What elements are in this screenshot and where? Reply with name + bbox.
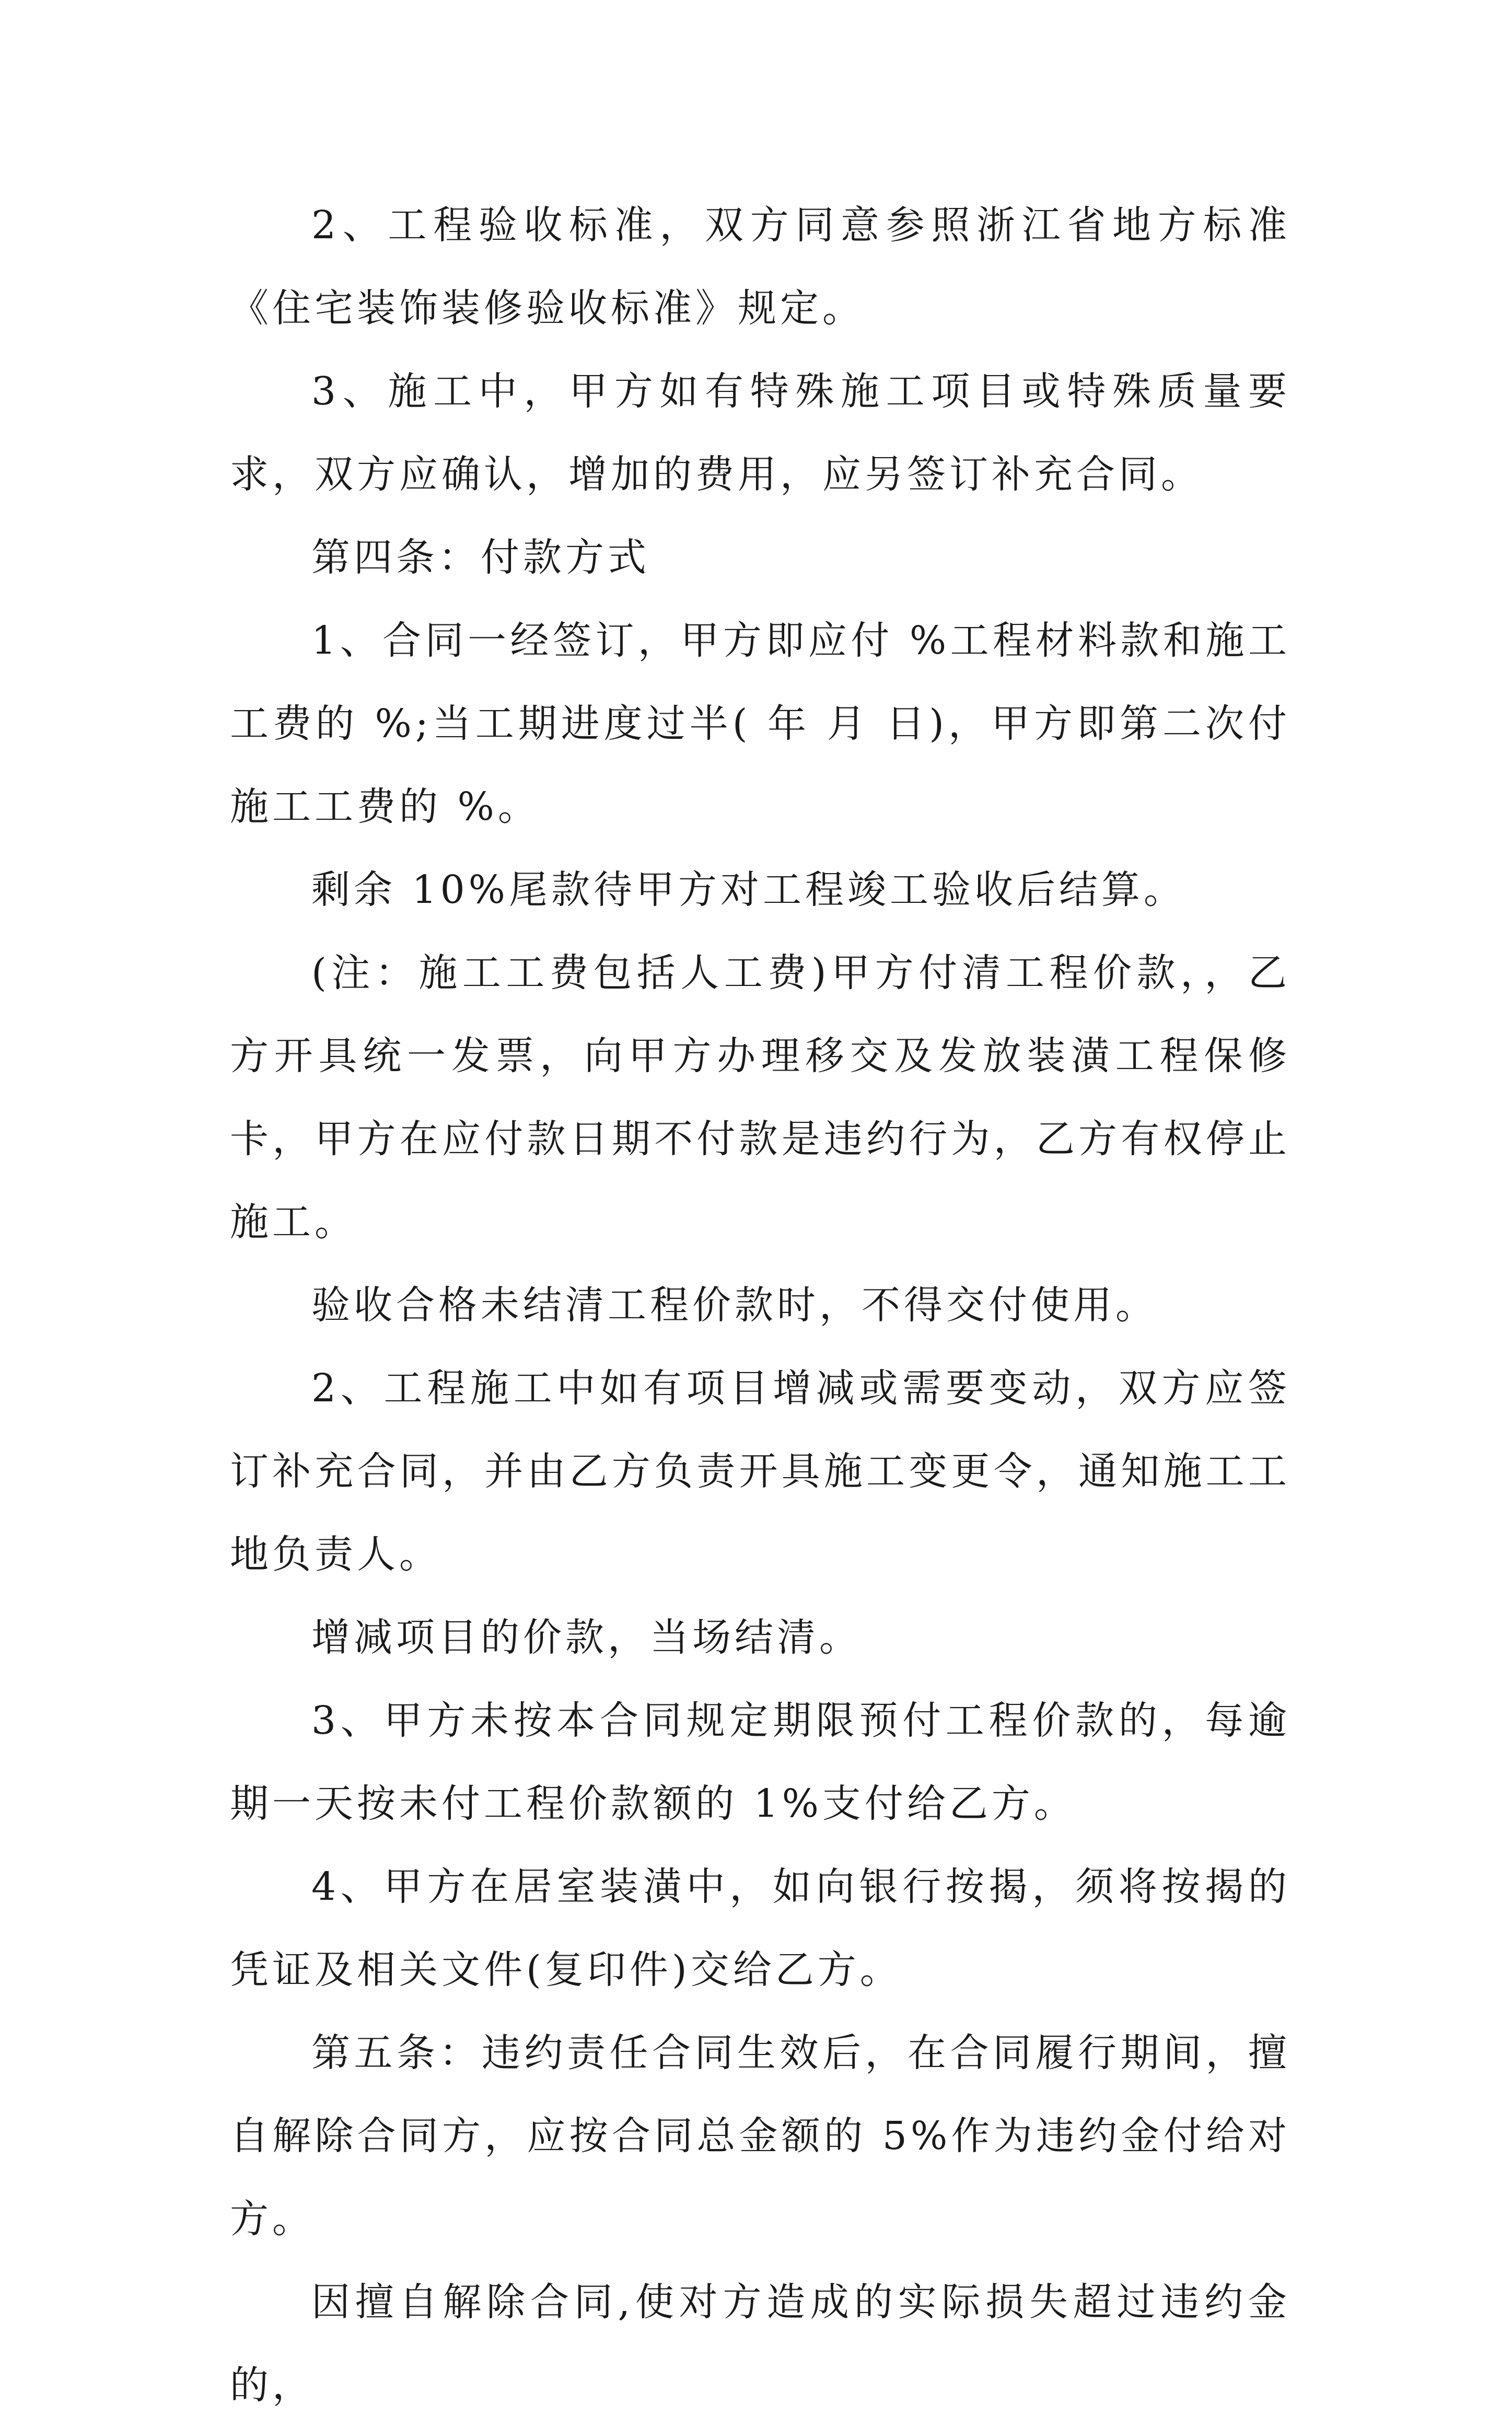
article-4-heading: 第四条：付款方式 xyxy=(311,535,650,580)
settlement-paragraph: 增减项目的价款，当场结清。 xyxy=(311,1615,862,1660)
payment-clause-1: 1、合同一经签订，甲方即应付 %工程材料款和施工工费的 %;当工期进度过半( 年 月 日)，甲方即第二次付施工工费的 %。 xyxy=(230,618,1290,829)
document-body xyxy=(230,184,1290,2427)
clause-3-special-requirements: 3、施工中，甲方如有特殊施工项目或特殊质量要求，双方应确认，增加的费用，应另签订补充合同。 xyxy=(230,369,1290,497)
payment-clause-2: 2、工程施工中如有项目增减或需要变动，双方应签订补充合同，并由乙方负责开具施工变更令，通知施工工地负责人。 xyxy=(230,1366,1290,1577)
acceptance-unpaid-paragraph: 验收合格未结清工程价款时，不得交付使用。 xyxy=(311,1283,1158,1328)
payment-note-paragraph: (注：施工工费包括人工费)甲方付清工程价款，，乙方开具统一发票，向甲方办理移交及发放装潢工程保修卡，甲方在应付款日期不付款是违约行为，乙方有权停止施工。 xyxy=(230,950,1290,1245)
remaining-balance-paragraph: 剩余 10%尾款待甲方对工程竣工验收后结算。 xyxy=(311,867,1186,912)
clause-2-acceptance-standard: 2、工程验收标准，双方同意参照浙江省地方标准《住宅装饰装修验收标准》规定。 xyxy=(230,203,1290,331)
payment-clause-3: 3、甲方未按本合同规定期限预付工程价款的，每逾期一天按未付工程价款额的 1%支付给乙方。 xyxy=(230,1698,1290,1826)
article-5-breach-liability: 第五条：违约责任合同生效后，在合同履行期间，擅自解除合同方，应按合同总金额的 5%作为违约金付给对方。 xyxy=(230,2030,1290,2242)
payment-clause-4: 4、甲方在居室装潢中，如向银行按揭，须将按揭的凭证及相关文件(复印件)交给乙方。 xyxy=(230,1864,1290,1992)
damages-paragraph: 因擅自解除合同,使对方造成的实际损失超过违约金的， xyxy=(230,2280,1290,2408)
